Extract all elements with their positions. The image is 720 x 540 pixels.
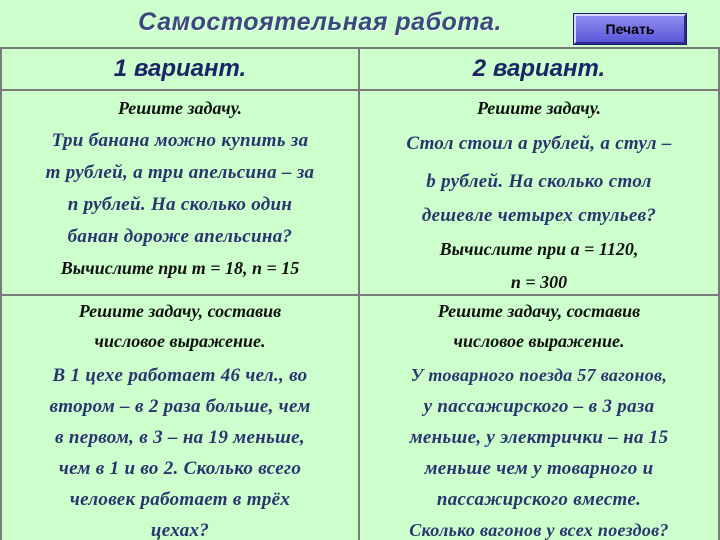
calc-instruction: n = 300 (510, 272, 568, 292)
variant-2-task-1 (360, 91, 718, 294)
task-heading: Решите задачу, составив (78, 301, 282, 321)
variant-1-task-1 (2, 91, 358, 294)
task-heading: Решите задачу. (476, 98, 602, 118)
task-heading: Решите задачу. (117, 98, 243, 118)
task-line: m рублей, а три апельсина – за (45, 162, 315, 183)
variants-table (0, 47, 720, 540)
task-line: Сколько вагонов у всех поездов? (409, 520, 669, 540)
task-line: У товарного поезда 57 вагонов, (410, 365, 668, 385)
task-line: пассажирского вместе. (436, 489, 642, 510)
task-line: b рублей. На сколько стол (426, 171, 652, 192)
task-line: в первом, в 3 – на 19 меньше, (55, 427, 305, 448)
print-button[interactable]: Печать (574, 14, 686, 44)
task-line: меньше чем у товарного и (424, 458, 654, 479)
task-heading: числовое выражение. (94, 331, 266, 351)
task-heading: Решите задачу, составив (437, 301, 641, 321)
task-line: у пассажирского – в 3 раза (423, 396, 655, 417)
task-line: n рублей. На сколько один (67, 194, 293, 215)
task-line: человек работает в трёх (69, 489, 291, 510)
task-line: В 1 цехе работает 46 чел., во (52, 365, 308, 386)
task-line: Три банана можно купить за (51, 130, 309, 151)
variant-2-task-2 (360, 296, 718, 540)
task-line: меньше, у электрички – на 15 (409, 427, 669, 448)
task-line: дешевле четырех стульев? (421, 205, 657, 226)
calc-instruction: Вычислите при m = 18, n = 15 (60, 258, 300, 278)
task-line: банан дороже апельсина? (67, 226, 293, 247)
calc-instruction: Вычислите при a = 1120, (439, 239, 639, 259)
task-line: цехах? (150, 520, 210, 540)
variant-2-header: 2 вариант. (472, 55, 606, 82)
task-line: втором – в 2 раза больше, чем (49, 396, 311, 417)
variant-1-task-2 (2, 296, 358, 540)
task-heading: числовое выражение. (453, 331, 625, 351)
variant-1-header: 1 вариант. (113, 55, 247, 82)
task-line: Стол стоил a рублей, а стул – (406, 133, 672, 154)
page-title: Самостоятельная работа. (138, 8, 502, 36)
task-line: чем в 1 и во 2. Сколько всего (58, 458, 302, 479)
